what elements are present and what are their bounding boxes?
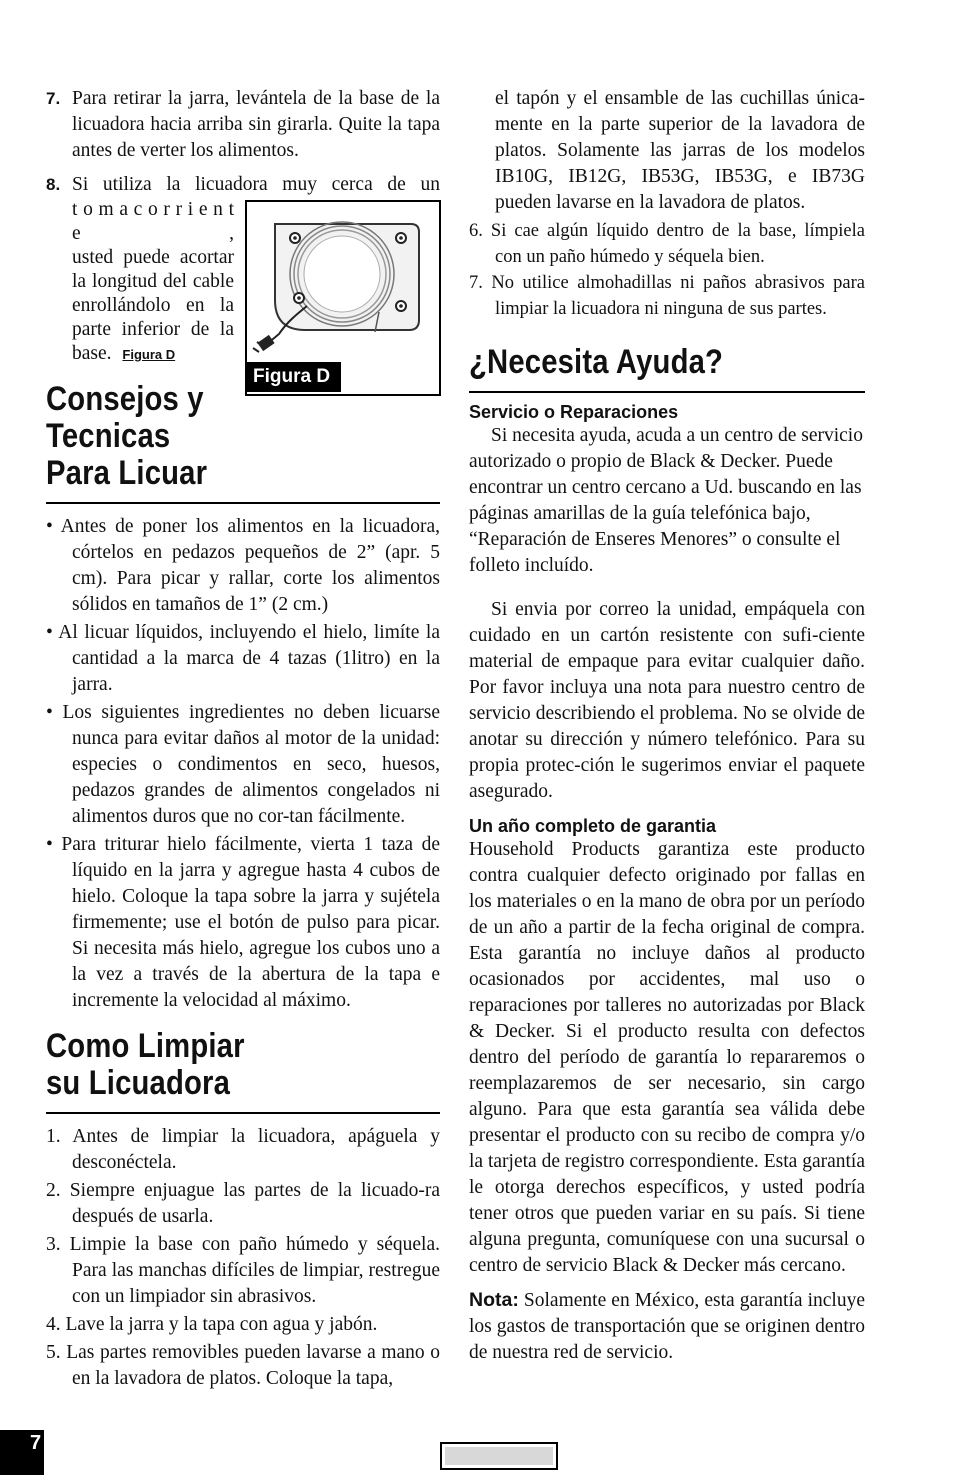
heading-line: ¿Necesita Ayuda?	[469, 343, 724, 381]
tips-heading	[46, 381, 236, 500]
cleaning-heading	[46, 1028, 440, 1110]
step-line: t o m a c o r r i e n t e ,	[72, 199, 234, 244]
heading-rule	[469, 391, 865, 393]
note-text: Solamente en México, esta garantía incluye los gastos de transportación que se originen dentro de nuestra red de servicio.	[469, 1290, 865, 1363]
tips-list	[46, 514, 440, 1014]
step-line: usted puede acortar	[72, 247, 234, 268]
step-line: parte inferior de la	[72, 319, 234, 340]
right-column	[469, 86, 865, 1366]
heading-rule	[46, 1112, 440, 1114]
step-line: la longitud del cable	[72, 271, 234, 292]
footer-box	[440, 1442, 558, 1470]
cleaning-item: 3. Limpie la base con paño húmedo y séquela. Para las manchas difíciles de limpiar, restregue con un limpiador sin abrasivos.	[46, 1234, 440, 1307]
heading-line: Tecnicas	[46, 417, 171, 455]
heading-line: Para Licuar	[46, 454, 208, 492]
tip-item: • Antes de poner los alimentos en la licuadora, córtelos en pedazos pequeños de 2” (apr. 5 cm). Para picar y rallar, corte los alimentos sólidos en tamaños de 1” (2 cm.)	[46, 516, 440, 615]
step-number: 7.	[46, 89, 61, 108]
page-number: 7	[0, 1430, 44, 1475]
cleaning-item: 6. Si cae algún líquido dentro de la base, límpiela con un paño húmedo y séquela bien.	[469, 221, 865, 267]
help-heading	[469, 344, 865, 391]
heading-rule	[46, 502, 440, 504]
cleaning-item: 2. Siempre enjuague las partes de la licuado-ra después de usarla.	[46, 1180, 440, 1227]
step-text: Para retirar la jarra, levántela de la base de la licuadora hacia arriba sin girarla. Quite la tapa antes de verter los alimentos.	[72, 88, 440, 161]
tip-item: • Los siguientes ingredientes no deben licuarse nunca para evitar daños al motor de la unidad: especies o condimentos en seco, huesos, pedazos grandes de alimentos congelados ni alimentos duros que no cor-tan fácilmente.	[46, 702, 440, 827]
figure-caption: Figura D	[245, 362, 341, 392]
heading-line: Consejos y	[46, 380, 204, 418]
service-paragraph: Si necesita ayuda, acuda a un centro de servicio autorizado o propio de Black & Decker. Puede encontrar un centro cercano a Ud. buscando en las páginas amarillas de la guía telefónica bajo, “Reparación de Enseres Menores” o consulte el folleto incluído.	[469, 425, 863, 576]
tip-item: • Para triturar hielo fácilmente, vierta 1 taza de líquido en la jarra y agregue hasta 4 cubos de hielo. Coloque la tapa sobre la jarra y sujétela firmemente; use el botón de pulso para picar. Si necesita más hielo, agregue los cubos uno a la vez a través de la abertura de la tapa e incremente la velocidad al máximo.	[46, 834, 440, 1011]
warranty-subheading: Un año completo de garantia	[469, 816, 717, 836]
service-subheading: Servicio o Reparaciones	[469, 402, 679, 422]
step-8-wrap	[72, 198, 234, 367]
step-number: 8.	[46, 175, 61, 194]
heading-line: Como Limpiar	[46, 1027, 245, 1065]
step-7	[46, 86, 440, 164]
step-line-1: Si utiliza la licuadora muy cerca de un	[72, 174, 440, 195]
note-label: Nota:	[469, 1289, 519, 1311]
cleaning-item: 1. Antes de limpiar la licuadora, apáguela y desconéctela.	[46, 1126, 440, 1173]
shipping-paragraph: Si envia por correo la unidad, empáquela con cuidado en un cartón resistente con sufi-ciente material de empaque para evitar cualquier daño. Por favor incluya una nota para nuestro centro de servicio describiendo el problema. No se olvide de anotar su dirección y número telefónico. Para su propia protec-ción le sugerimos enviar el paquete asegurado.	[469, 599, 865, 802]
step-last-line	[72, 342, 234, 367]
cleaning-item: 5. Las partes removibles pueden lavarse a mano o en la lavadora de platos. Coloque la tapa,	[46, 1342, 440, 1389]
cleaning-list	[46, 1124, 440, 1392]
cleaning-list-continued	[469, 218, 865, 322]
step-line: enrollándolo en la	[72, 295, 234, 316]
cleaning-item: 7. No utilice almohadillas ni paños abrasivos para limpiar la licuadora ni ninguna de sus partes.	[469, 273, 865, 319]
warranty-paragraph: Household Products garantiza este producto contra cualquier defecto originado por fallas en los materiales o en la mano de obra por un período de un año a partir de la fecha original de compra. Esta garantía no incluye daños al producto ocasionados por accidentes, mal uso o reparaciones por talleres no autorizadas por Black & Decker. Si el producto resulta con defectos dentro del período de garantía lo repararemos o reemplazaremos de ser necesario, sin cargo alguno. Para que esta garantía sea válida debe presentar el producto con su recibo de compra y/o la tarjeta de registro correspondiente. Esta garantía le otorga derechos específicos, y usted podría tener otros que pueden variar en su país. Si tiene alguna pregunta, comuníquese con una sucursal o centro de servicio Black & Decker más cercano.	[469, 839, 865, 1276]
tip-item: • Al licuar líquidos, incluyendo el hielo, limíte la cantidad a la marca de 4 tazas (1litro) en la jarra.	[46, 622, 440, 695]
step-last-text: base.	[72, 343, 112, 364]
cleaning-item: 4. Lave la jarra y la tapa con agua y jabón.	[46, 1314, 378, 1335]
cleaning-item-5-continued: el tapón y el ensamble de las cuchillas única-mente en la parte superior de la lavadora de platos. Solamente las jarras de los modelos IB10G, IB12G, IB53G, IB53G, e IB73G pueden lavarse en la lavadora de platos.	[495, 88, 865, 213]
figure-reference: Figura D	[122, 347, 176, 362]
note-paragraph	[469, 1287, 865, 1366]
heading-line: su Licuadora	[46, 1064, 231, 1102]
